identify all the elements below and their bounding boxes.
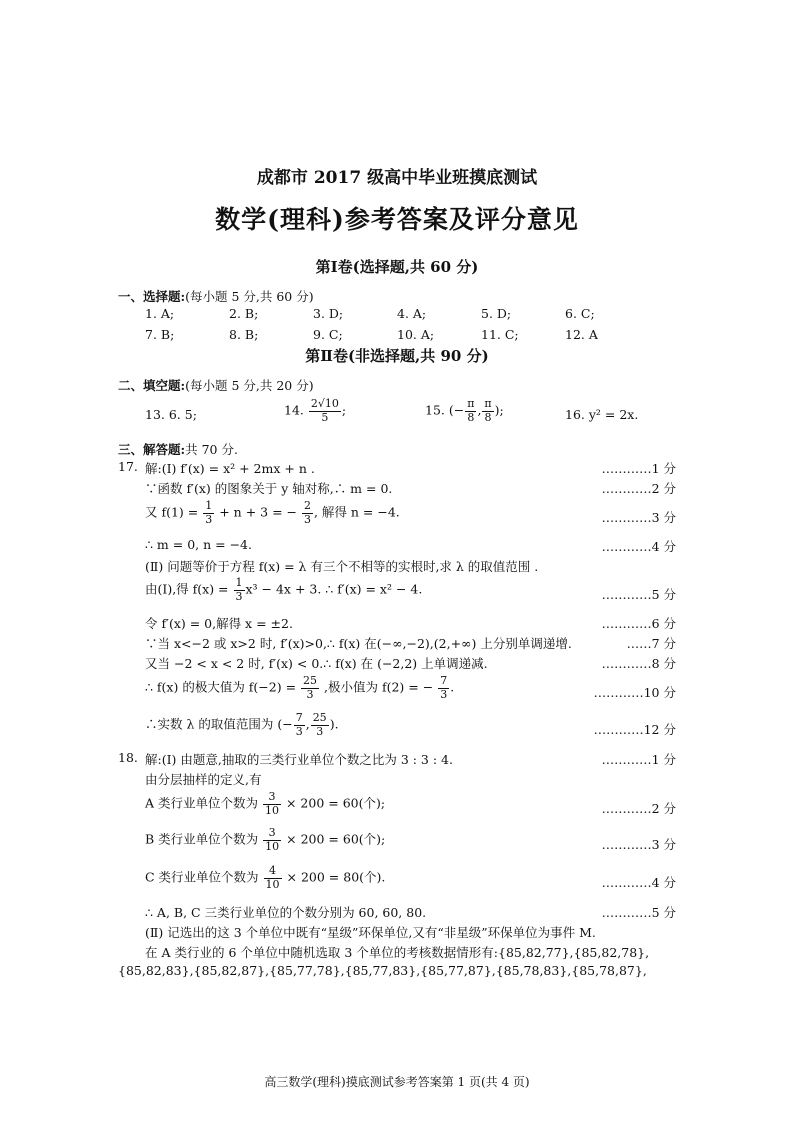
answer-item: 5. D;: [481, 306, 512, 321]
q18-line: A 类行业单位个数为 $\frac{3}{10}$ × 200 = 60(个);: [145, 790, 386, 817]
answer-item: 10. A;: [397, 327, 435, 342]
fraction: $\frac{2√10}{5}$: [310, 397, 339, 424]
score-mark: …………5 分: [601, 587, 676, 602]
answer-item: 6. C;: [565, 306, 595, 321]
score-mark: …………10 分: [593, 685, 676, 700]
page-footer: 高三数学(理科)摸底测试参考答案第 1 页(共 4 页): [264, 1075, 530, 1089]
q18-line: C 类行业单位个数为 $\frac{4}{10}$ × 200 = 80(个).: [145, 864, 386, 891]
main-title: 数学(理科)参考答案及评分意见: [215, 205, 579, 234]
answer-item: 3. D;: [313, 306, 344, 321]
fraction: $\frac{7}{3}$: [295, 711, 303, 738]
answer-item: 12. A: [565, 327, 598, 342]
q18-line: 解:(Ⅰ) 由题意,抽取的三类行业单位个数之比为 3 : 3 : 4.: [145, 752, 453, 767]
q17-line: 解:(Ⅰ) f′(x) = x² + 2mx + n .: [145, 461, 315, 476]
score-mark: …………12 分: [593, 722, 676, 737]
score-mark: …………4 分: [601, 875, 676, 890]
fraction: $\frac{4}{10}$: [265, 864, 280, 891]
q17-line: 又当 −2 < x < 2 时, f′(x) < 0.∴ f(x) 在 (−2,2) 上单调递减.: [145, 656, 488, 671]
score-mark: …………1 分: [601, 461, 676, 476]
fraction: $\frac{3}{10}$: [265, 790, 279, 817]
score-mark: …………2 分: [601, 801, 676, 816]
q18-line: 在 A 类行业的 6 个单位中随机选取 3 个单位的考核数据情形有:{85,82,77},{85,82,78},: [145, 945, 650, 960]
q18-line: 由分层抽样的定义,有: [145, 772, 262, 787]
score-mark: …………6 分: [601, 616, 676, 631]
choice-answers: [0, 306, 794, 346]
q17-line: ∴ m = 0, n = −4.: [145, 537, 252, 552]
fraction: $\frac{\pi}{8}$: [484, 397, 492, 424]
score-mark: …………2 分: [601, 481, 676, 496]
fraction: $\frac{1}{3}$: [205, 499, 213, 526]
fill-answer-15: 15. (− $\frac{\pi}{8}$ , $\frac{\pi}{8}$ );: [425, 397, 504, 424]
score-mark: …………3 分: [601, 510, 676, 525]
answer-item: 9. C;: [313, 327, 343, 342]
answer-item: 7. B;: [145, 327, 175, 342]
section2-header: 二、填空题:(每小题 5 分,共 20 分): [118, 378, 314, 393]
q17-line: ∴ f(x) 的极大值为 f(−2) = $\frac{25}{3}$ ,极小值为 f(2) = − $\frac{7}{3}$ .: [145, 674, 455, 701]
q17-line: 令 f′(x) = 0,解得 x = ±2.: [145, 616, 293, 631]
fraction: $\frac{\pi}{8}$: [467, 397, 475, 424]
fill-answer-14: 14. $\frac{2√10}{5}$ ;: [284, 397, 347, 424]
section3-header: 三、解答题:共 70 分.: [118, 442, 238, 457]
q17-line: ∵函数 f′(x) 的图象关于 y 轴对称,∴ m = 0.: [145, 481, 393, 496]
fraction: $\frac{7}{3}$: [440, 674, 448, 701]
q17-line: 由(Ⅰ),得 f(x) = $\frac{1}{3}$ x³ − 4x + 3. ∴ f′(x) = x² − 4.: [145, 576, 423, 603]
answer-item: 8. B;: [229, 327, 259, 342]
fraction: $\frac{1}{3}$: [235, 576, 243, 603]
q18-line: ∴ A, B, C 三类行业单位的个数分别为 60, 60, 80.: [145, 905, 427, 920]
document-title: 成都市 2017 级高中毕业班摸底测试: [256, 168, 538, 188]
answer-item: 11. C;: [481, 327, 519, 342]
score-mark: …………1 分: [601, 752, 676, 767]
q18-line: (Ⅱ) 记选出的这 3 个单位中既有“星级”环保单位,又有“非星级”环保单位为事件 M.: [145, 925, 596, 940]
q17-line: (Ⅱ) 问题等价于方程 f(x) = λ 有三个不相等的实根时,求 λ 的取值范围 .: [145, 559, 539, 574]
fraction: $\frac{3}{10}$: [265, 826, 280, 853]
answer-item: 2. B;: [229, 306, 259, 321]
score-mark: …………8 分: [601, 656, 676, 671]
q18-line: B 类行业单位个数为 $\frac{3}{10}$ × 200 = 60(个);: [145, 826, 386, 853]
fraction: $\frac{25}{3}$: [303, 674, 318, 701]
score-mark: …………5 分: [601, 905, 676, 920]
question-18-number: 18.: [118, 750, 138, 765]
score-mark: ……7 分: [626, 636, 676, 651]
q18-line: {85,82,83},{85,82,87},{85,77,78},{85,77,83},{85,77,87},{85,78,83},{85,78,87},: [118, 963, 647, 978]
score-mark: …………4 分: [601, 539, 676, 554]
fraction: $\frac{2}{3}$: [303, 499, 311, 526]
answer-item: 1. A;: [145, 306, 175, 321]
fill-answer-16: 16. y² = 2x.: [565, 407, 639, 422]
q17-line: ∴实数 λ 的取值范围为 (− $\frac{7}{3}$ , $\frac{25}{3}$ ).: [145, 711, 339, 738]
fill-answer-13: 13. 6. 5;: [145, 407, 197, 422]
fraction: $\frac{25}{3}$: [312, 711, 327, 738]
answer-item: 4. A;: [397, 306, 427, 321]
question-17-number: 17.: [118, 459, 138, 474]
part1-heading: 第Ⅰ卷(选择题,共 60 分): [315, 258, 479, 276]
part2-heading: 第Ⅱ卷(非选择题,共 90 分): [305, 347, 489, 365]
q17-line: 又 f(1) = $\frac{1}{3}$ + n + 3 = − $\frac{2}{3}$ , 解得 n = −4.: [145, 499, 400, 526]
section1-header: 一、选择题:(每小题 5 分,共 60 分): [118, 289, 314, 304]
score-mark: …………3 分: [601, 837, 676, 852]
q17-line: ∵当 x<−2 或 x>2 时, f′(x)>0,∴ f(x) 在(−∞,−2),(2,+∞) 上分别单调递增.: [145, 636, 572, 651]
